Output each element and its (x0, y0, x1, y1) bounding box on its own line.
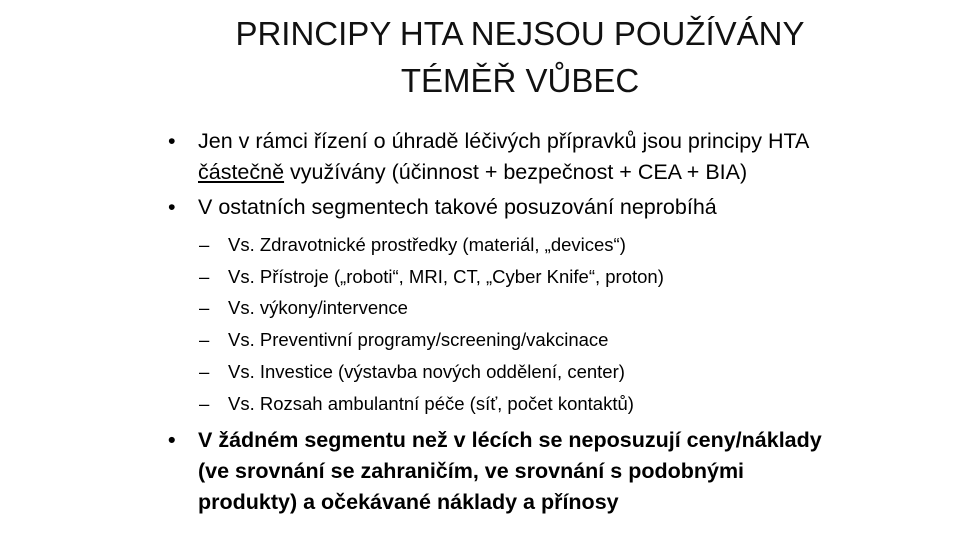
dash-marker: – (199, 297, 210, 319)
final-bullet-line-1: V žádném segmentu než v lécích se neposuzují ceny/náklady (198, 428, 822, 453)
sub-item-text: Vs. Přístroje („roboti“, MRI, CT, „Cyber Knife“, proton) (228, 265, 664, 287)
bullet-text: V ostatních segmentech takové posuzování neprobíhá (198, 195, 717, 219)
title-line-2: TÉMĚŘ VŮBEC (400, 62, 640, 99)
sub-item-text: Vs. Preventivní programy/screening/vakcinace (228, 329, 609, 351)
dash-marker: – (199, 360, 210, 382)
slide-body (168, 126, 908, 518)
bullet-marker: • (168, 428, 176, 453)
bullet-marker: • (168, 195, 176, 219)
sub-item-text: Vs. Zdravotnické prostředky (materiál, „devices“) (228, 234, 626, 255)
title-line-1: PRINCIPY HTA NEJSOU POUŽÍVÁNY (235, 15, 805, 52)
bullet-text-line-1: Jen v rámci řízení o úhradě léčivých přípravků jsou principy HTA (198, 129, 810, 153)
bullet-text-continuation: využívány (účinnost + bezpečnost + CEA + BIA) (284, 160, 748, 184)
sub-item (168, 388, 908, 420)
sub-item (168, 229, 908, 261)
final-bullet-line-3: produkty) a očekávané náklady a přínosy (198, 490, 619, 515)
bullet-marker: • (168, 129, 176, 153)
dash-marker: – (199, 329, 210, 351)
dash-marker: – (199, 392, 210, 414)
slide-title (140, 10, 900, 104)
sub-item-text: Vs. Rozsah ambulantní péče (síť, počet kontaktů) (228, 392, 634, 414)
bullet-item (168, 126, 908, 188)
underlined-word: částečně (198, 160, 285, 184)
sub-item (168, 292, 908, 324)
sub-item-text: Vs. výkony/intervence (228, 297, 408, 319)
sub-item (168, 356, 908, 388)
sub-item (168, 261, 908, 293)
dash-marker: – (199, 265, 210, 287)
bullet-item (168, 192, 908, 223)
sub-list (168, 229, 908, 419)
dash-marker: – (199, 234, 210, 255)
bullet-text-line-2 (198, 157, 908, 188)
final-bullet-item (168, 425, 908, 518)
sub-item-text: Vs. Investice (výstavba nových oddělení, center) (228, 360, 625, 382)
final-bullet-line-2: (ve srovnání se zahraničím, ve srovnání s podobnými (198, 459, 745, 484)
sub-item (168, 324, 908, 356)
